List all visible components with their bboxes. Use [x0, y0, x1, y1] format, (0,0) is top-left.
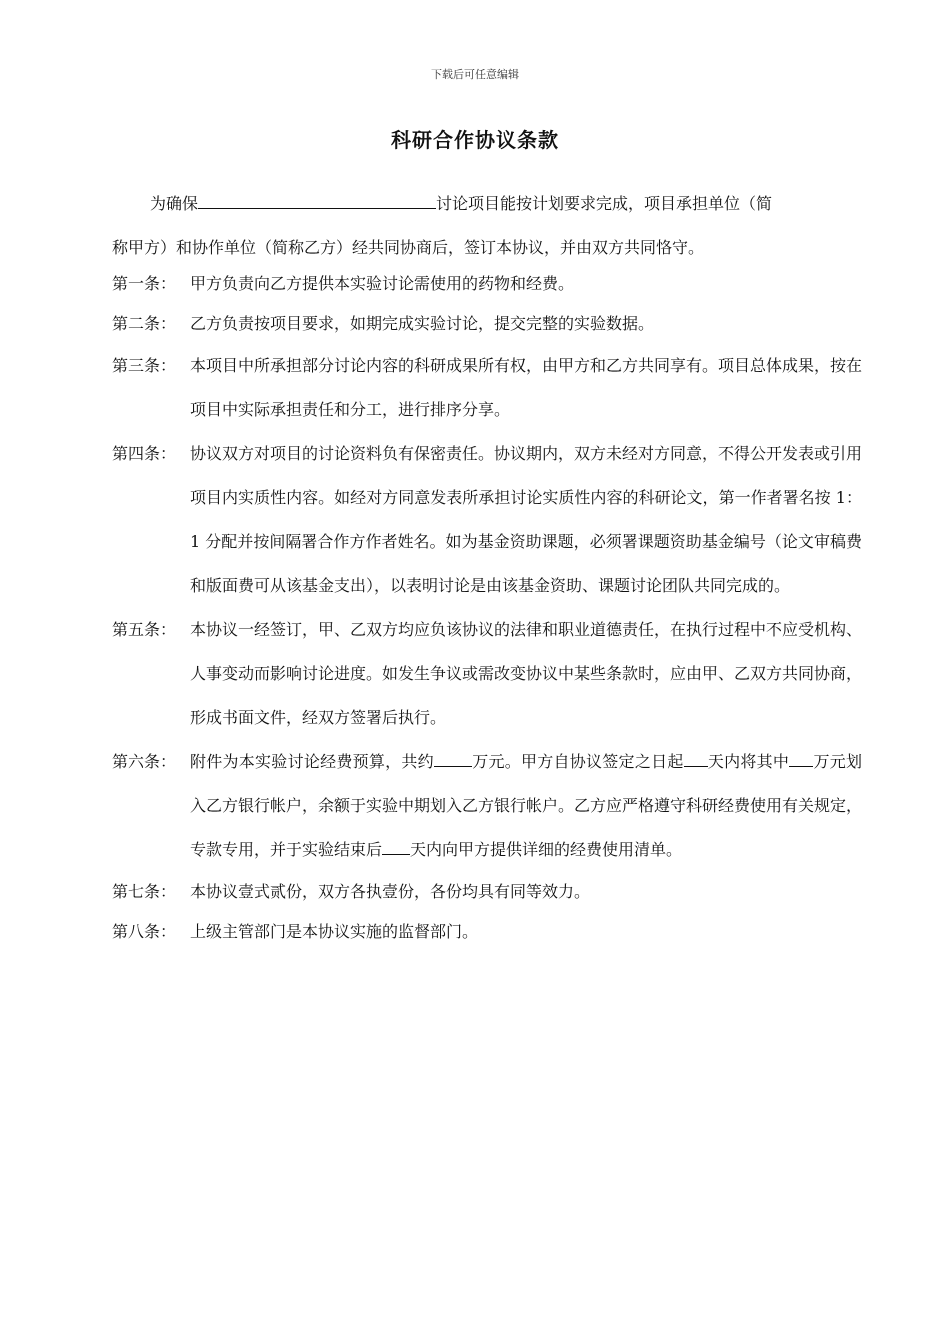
- article-8: [112, 912, 862, 952]
- article-label: 第五条：: [112, 620, 177, 639]
- article-label: 第六条：: [112, 752, 177, 771]
- article-label: 第三条：: [112, 356, 177, 375]
- first-payment-blank: [789, 750, 813, 767]
- budget-amount-blank: [434, 750, 472, 767]
- budget-text-1: 附件为本实验讨论经费预算，共约: [190, 752, 434, 771]
- budget-text-3: 天内将其中: [707, 752, 790, 771]
- page-header-note: 下载后可任意编辑: [431, 68, 519, 81]
- report-days-blank: [382, 838, 410, 855]
- article-text: 甲方负责向乙方提供本实验讨论需使用的药物和经费。: [190, 274, 575, 293]
- document-title: 科研合作协议条款: [391, 128, 559, 152]
- article-text: 本协议一经签订，甲、乙双方均应负该协议的法律和职业道德责任，在执行过程中不应受机构、人事变动而影响讨论进度。如发生争议或需改变协议中某些条款时，应由甲、乙双方共同协商，形成书面文件，经双方签署后执行。: [190, 620, 863, 727]
- article-7: [112, 872, 862, 912]
- article-text: 乙方负责按项目要求，如期完成实验讨论，提交完整的实验数据。: [190, 314, 655, 333]
- article-text: 本项目中所承担部分讨论内容的科研成果所有权，由甲方和乙方共同享有。项目总体成果，按在项目中实际承担责任和分工，进行排序分享。: [190, 356, 863, 419]
- article-text: [190, 740, 862, 872]
- project-name-blank: [198, 192, 436, 209]
- article-text: 本协议壹式贰份，双方各执壹份，各份均具有同等效力。: [190, 882, 591, 901]
- intro-line2: 称甲方）和协作单位（简称乙方）经共同协商后，签订本协议，并由双方共同恪守。: [112, 238, 705, 257]
- budget-text-4: 万元划入乙方银行帐户，余额于实验中期划入乙方银行帐户。乙方应严格遵守科研经费使用有关规定，专款专用，并于实验结束后: [190, 752, 863, 859]
- agreement-body: [112, 182, 862, 952]
- article-label: 第八条：: [112, 922, 177, 941]
- article-2: [112, 304, 862, 344]
- article-text: 上级主管部门是本协议实施的监督部门。: [190, 922, 479, 941]
- article-1: [112, 264, 862, 304]
- article-5: [112, 608, 862, 740]
- transfer-days-blank: [684, 750, 708, 767]
- article-label: 第四条：: [112, 444, 177, 463]
- intro-prefix: 为确保: [150, 194, 199, 213]
- article-label: 第一条：: [112, 274, 177, 293]
- budget-text-5: 天内向甲方提供详细的经费使用清单。: [410, 840, 683, 859]
- article-4: [112, 432, 862, 608]
- article-label: 第七条：: [112, 882, 177, 901]
- article-6: [112, 740, 862, 872]
- article-text: 协议双方对项目的讨论资料负有保密责任。协议期内，双方未经对方同意，不得公开发表或引用项目内实质性内容。如经对方同意发表所承担讨论实质性内容的科研论文，第一作者署名按 1：1 分配并按间隔署合作方作者姓名。如为基金资助课题，必须署课题资助基金编号（论文审稿费和版面费可从该基金支出），以表明讨论是由该基金资助、课题讨论团队共同完成的。: [190, 444, 863, 595]
- intro-suffix: 讨论项目能按计划要求完成，项目承担单位（简: [436, 194, 773, 213]
- article-3: [112, 344, 862, 432]
- article-label: 第二条：: [112, 314, 177, 333]
- budget-text-2: 万元。甲方自协议签定之日起: [471, 752, 684, 771]
- intro-paragraph: [112, 182, 862, 270]
